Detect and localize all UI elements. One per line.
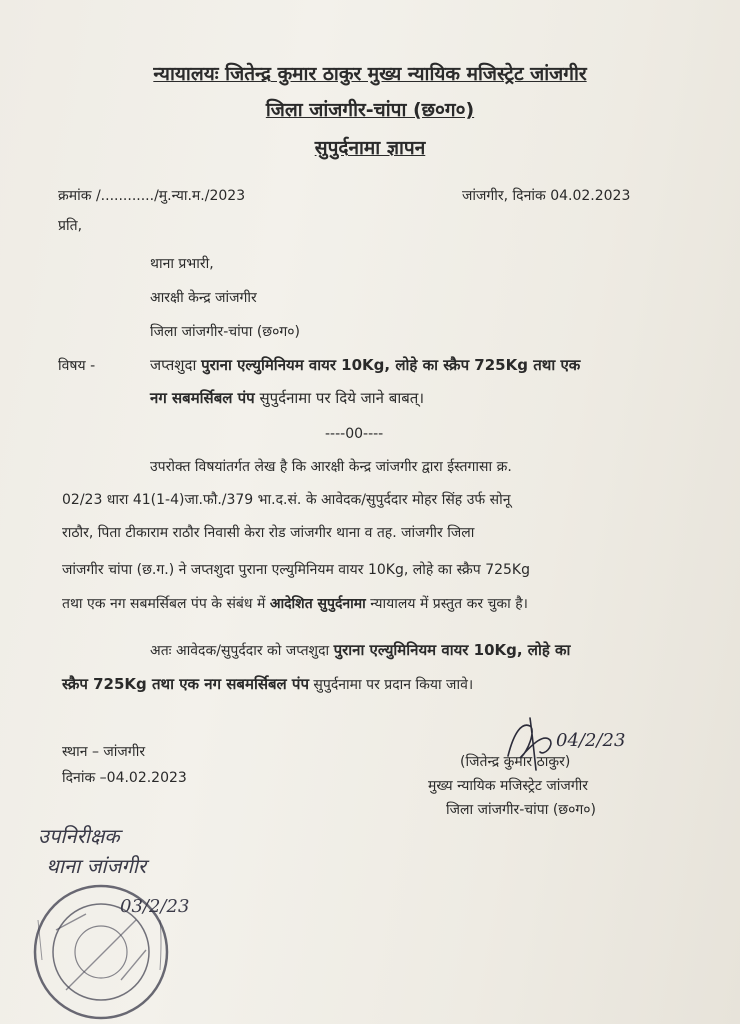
police-stamp <box>26 880 176 1020</box>
document-title: सुपुर्दनामा ज्ञापन <box>314 137 426 159</box>
para1-bold: आदेशित सुपुर्दनामा <box>269 596 366 612</box>
signatory-name: (जितेन्द्र कुमार ठाकुर) <box>460 754 571 770</box>
para1-line2: 02/23 धारा 41(1-4)जा.फौ./379 भा.द.सं. के आवेदक/सुपुर्ददार मोहर सिंह उर्फ सोनू <box>62 492 511 508</box>
footer-date: दिनांक –04.02.2023 <box>62 770 187 786</box>
para1-text: तथा एक नग सबमर्सिबल पंप के संबंध में <box>62 596 270 612</box>
para1-line3: राठौर, पिता टीकाराम राठौर निवासी केरा रोड जांजगीर थाना व तह. जांजगीर जिला <box>62 525 475 541</box>
district-heading: जिला जांजगीर-चांपा (छ०ग०) <box>265 99 475 121</box>
para1-line5 <box>62 594 528 613</box>
place-date: जांजगीर, दिनांक 04.02.2023 <box>462 188 631 204</box>
court-heading: न्यायालयः जितेन्द्र कुमार ठाकुर मुख्य न्यायिक मजिस्ट्रेट जांजगीर <box>153 63 587 85</box>
handwritten-line1: उपनिरीक्षक <box>38 824 120 848</box>
signatory-designation: मुख्य न्यायिक मजिस्ट्रेट जांजगीर <box>428 778 588 794</box>
subject-bold: नग सबमर्सिबल पंप <box>150 389 255 407</box>
para2-line2 <box>62 674 473 694</box>
subject-text: जप्तशुदा <box>150 356 202 374</box>
divider: ----00---- <box>325 426 384 442</box>
para2-text: सुपुर्दनामा पर प्रदान किया जावे। <box>308 677 474 693</box>
para1-line4: जांजगीर चांपा (छ.ग.) ने जप्तशुदा पुराना एल्युमिनियम वायर 10Kg, लोहे का स्क्रैप 725Kg <box>62 562 530 578</box>
signatory-district: जिला जांजगीर-चांपा (छ०ग०) <box>446 802 596 818</box>
subject-line1 <box>150 355 580 375</box>
handwritten-line3: 03/2/23 <box>120 896 190 917</box>
subject-bold: पुराना एल्युमिनियम वायर 10Kg, लोहे का स्क्रैप 725Kg तथा एक <box>201 356 581 374</box>
subject-text: सुपुर्दनामा पर दिये जाने बाबत्। <box>254 389 425 407</box>
footer-place: स्थान – जांजगीर <box>62 744 146 760</box>
reference-number: क्रमांक /............/मु.न्या.म./2023 <box>58 188 246 204</box>
prati-label: प्रति, <box>58 218 83 234</box>
handwritten-line2: थाना जांजगीर <box>46 854 147 878</box>
para2-text: अतः आवेदक/सुपुर्ददार को जप्तशुदा <box>150 643 334 659</box>
signature-date-text: 04/2/23 <box>556 730 626 751</box>
para2-bold: पुराना एल्युमिनियम वायर 10Kg, लोहे का <box>333 641 571 659</box>
subject-label: विषय - <box>58 358 96 374</box>
para2-bold: स्क्रैप 725Kg तथा एक नग सबमर्सिबल पंप <box>62 675 309 693</box>
para1-line1: उपरोक्त विषयांतर्गत लेख है कि आरक्षी केन्द्र जांजगीर द्वारा ईस्तगासा क्र. <box>150 459 512 475</box>
recipient-line3: जिला जांजगीर-चांपा (छ०ग०) <box>150 324 300 340</box>
subject-line2 <box>150 388 424 408</box>
para1-text: न्यायालय में प्रस्तुत कर चुका है। <box>365 596 528 612</box>
magistrate-signature <box>500 712 640 776</box>
recipient-line2: आरक्षी केन्द्र जांजगीर <box>150 290 257 306</box>
recipient-line1: थाना प्रभारी, <box>150 256 214 272</box>
para2-line1 <box>150 640 570 660</box>
